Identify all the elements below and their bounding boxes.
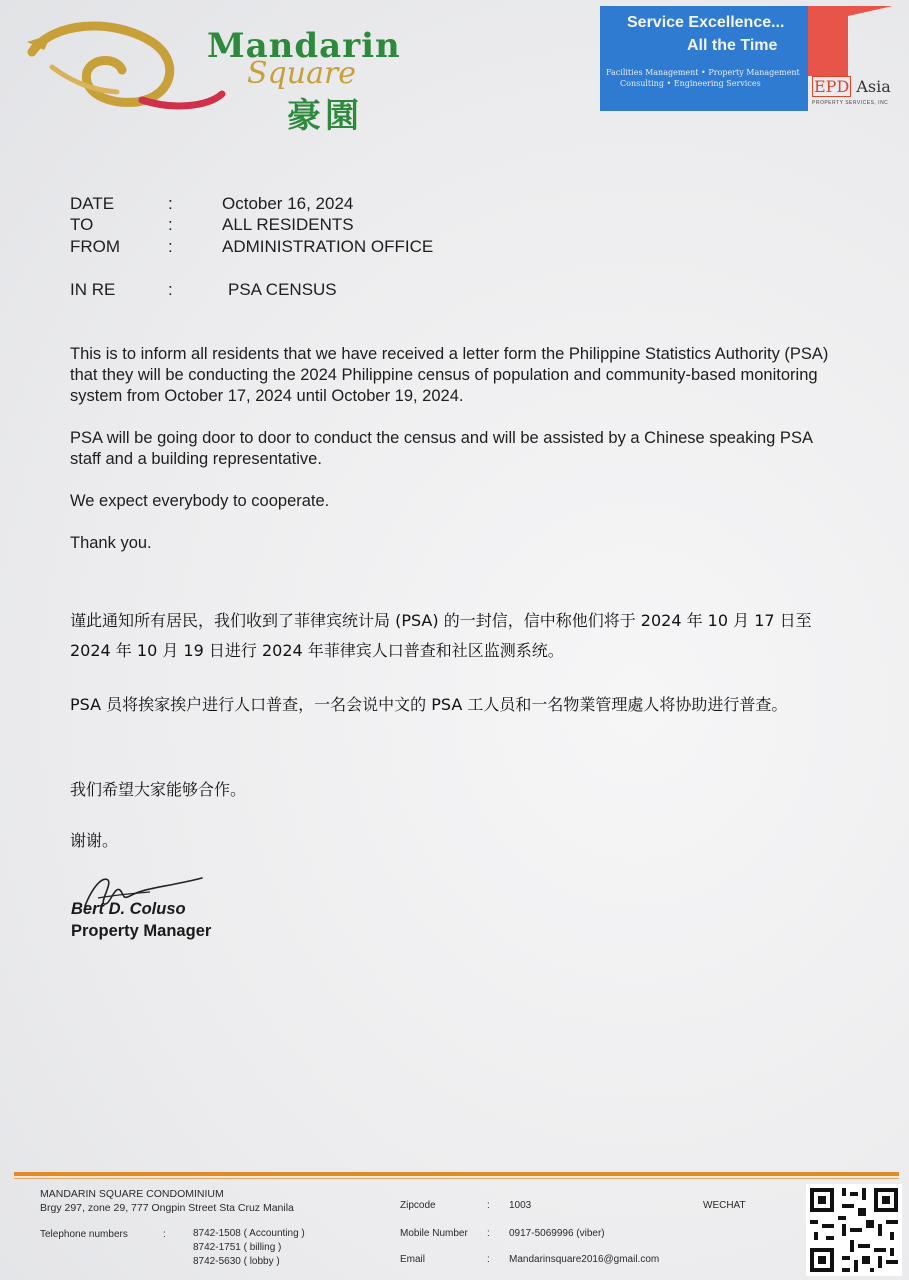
brand-line2: Square (247, 56, 357, 91)
colon: : (168, 237, 173, 256)
colon: : (168, 280, 173, 299)
body-en-p2: PSA will be going door to door to conduct the census and will be assisted by a Chinese speaking PSA staff and a building representative. (70, 429, 813, 468)
epd-tagline2: All the Time (687, 37, 778, 54)
to-value: ALL RESIDENTS (222, 215, 354, 234)
epd-red-flag-icon (808, 6, 893, 76)
body-cn-p1: 谨此通知所有居民，我们收到了菲律宾统计局 (PSA) 的一封信，信中称他们将于 2024 年 10 月 17 日至 2024 年 10 月 19 日进行 2024 年菲律宾人口普查和社区监测系统。 (70, 611, 812, 660)
colon: : (487, 1200, 490, 1211)
epd-logo-word: Asia (856, 77, 891, 96)
dragon-icon (22, 12, 232, 117)
epd-logo-box: EPD (814, 77, 850, 96)
signatory-title: Property Manager (71, 922, 212, 940)
re-value: PSA CENSUS (228, 280, 337, 299)
mandarin-square-logo (22, 12, 442, 136)
footer-zip-value: 1003 (509, 1200, 532, 1211)
body-en-p3: We expect everybody to cooperate. (70, 492, 330, 510)
footer-tel-lobby: 8742-5630 ( lobby ) (193, 1256, 280, 1267)
footer-email-value: Mandarinsquare2016@gmail.com (509, 1254, 660, 1265)
brand-line1: Mandarin (207, 26, 401, 66)
footer-mobile-value: 0917-5069996 (viber) (509, 1228, 605, 1239)
footer-wechat-label: WECHAT (703, 1200, 746, 1211)
epd-company: PROPERTY SERVICES, INC (812, 100, 889, 106)
body-en-p1: This is to inform all residents that we have received a letter form the Philippine Statistics Authority (PSA) that they will be conducting the 2024 Philippine census of population and community-based monitoring system from October 17, 2024 until October 19, 2024. (70, 345, 829, 405)
signatory-name: Bert D. Coluso (71, 900, 186, 918)
brand-cjk: 豪園 (287, 96, 363, 136)
colon: : (168, 215, 173, 234)
body-en-p4: Thank you. (70, 534, 152, 552)
footer-mobile-label: Mobile Number (400, 1228, 468, 1239)
footer-address: Brgy 297, zone 29, 777 Ongpin Street Sta Cruz Manila (40, 1202, 294, 1214)
epd-tagline1: Service Excellence... (627, 14, 785, 31)
date-label: DATE (70, 194, 115, 213)
date-value: October 16, 2024 (222, 194, 354, 213)
colon: : (168, 194, 173, 213)
epd-services2: Consulting • Engineering Services (620, 79, 761, 88)
footer-org: MANDARIN SQUARE CONDOMINIUM (40, 1188, 224, 1200)
epd-banner (600, 6, 808, 111)
epd-asia-logo (812, 77, 891, 96)
body-cn-p3: 我们希望大家能够合作。 (70, 780, 247, 799)
re-label: IN RE (70, 280, 116, 299)
footer-divider-thin (14, 1178, 899, 1179)
body-cn-p2: PSA 员将挨家挨户进行人口普查，一名会说中文的 PSA 工人员和一名物業管理處人将协助进行普查。 (70, 695, 788, 714)
wechat-qr-code-icon (806, 1184, 902, 1276)
colon: : (487, 1254, 490, 1265)
footer-tel-label: Telephone numbers (40, 1229, 128, 1240)
epd-services1: Facilities Management • Property Management (606, 68, 800, 77)
body-cn-p4: 谢谢。 (70, 831, 119, 850)
from-label: FROM (70, 237, 121, 256)
to-label: TO (70, 215, 94, 234)
footer-zip-label: Zipcode (400, 1200, 436, 1211)
footer-tel-accounting: 8742-1508 ( Accounting ) (193, 1228, 305, 1239)
colon: : (487, 1228, 490, 1239)
footer-tel-billing: 8742-1751 ( billing ) (193, 1242, 282, 1253)
footer-email-label: Email (400, 1254, 426, 1265)
colon: : (163, 1229, 166, 1240)
footer-divider (14, 1172, 899, 1176)
from-value: ADMINISTRATION OFFICE (222, 237, 434, 256)
